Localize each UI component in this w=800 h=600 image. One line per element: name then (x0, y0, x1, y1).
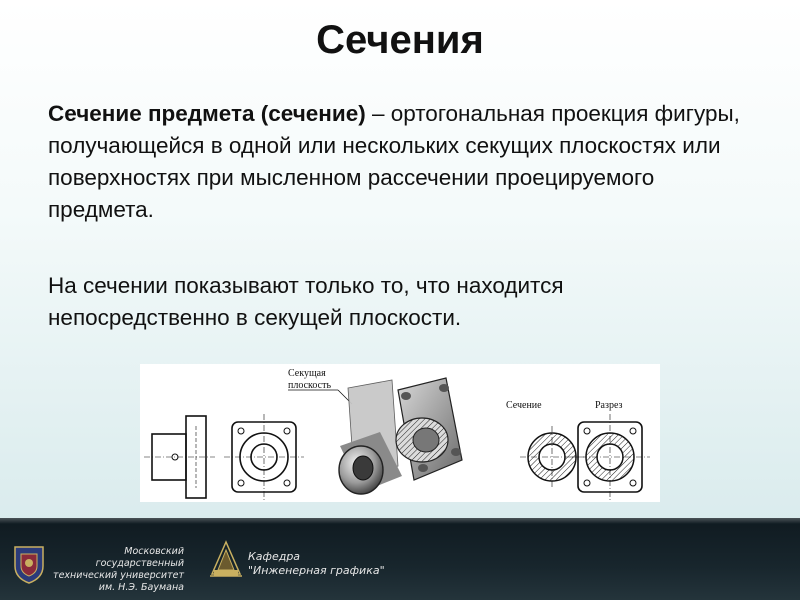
department-name (248, 550, 385, 578)
definition-paragraph (48, 98, 748, 226)
university-crest-icon (12, 544, 46, 589)
section-view-drawing (506, 400, 584, 488)
section-label: Сечение (506, 400, 542, 411)
isometric-view-drawing (288, 368, 462, 494)
technical-illustration (140, 364, 660, 502)
cut-label: Разрез (595, 400, 623, 411)
university-line-3: им. Н.Э. Баумана (98, 582, 184, 593)
front-view-drawing (224, 414, 304, 500)
university-name (44, 546, 184, 594)
definition-text: – ортогональная проекция фигуры, получающейся в одной или нескольких секущих плоскостях или поверхностях при мысленном рассечении проецируемого предмета. (48, 101, 740, 222)
note-paragraph: На сечении показывают только то, что находится непосредственно в секущей плоскости. (48, 273, 564, 330)
department-line-2: "Инженерная графика" (248, 564, 385, 577)
definition-term: Сечение предмета (сечение) (48, 101, 366, 126)
cutting-plane-label-1: Секущая (288, 368, 326, 379)
footer-shine (0, 518, 800, 524)
slide-title: Сечения (316, 18, 484, 62)
university-line-2: технический университет (53, 570, 184, 581)
department-line-1: Кафедра (248, 550, 301, 563)
department-logo-icon (208, 540, 244, 585)
side-view-drawing (144, 416, 215, 498)
cutting-plane-label-2: плоскость (288, 380, 331, 391)
cut-view-drawing (570, 400, 650, 500)
university-line-1: Московский государственный (95, 546, 184, 569)
